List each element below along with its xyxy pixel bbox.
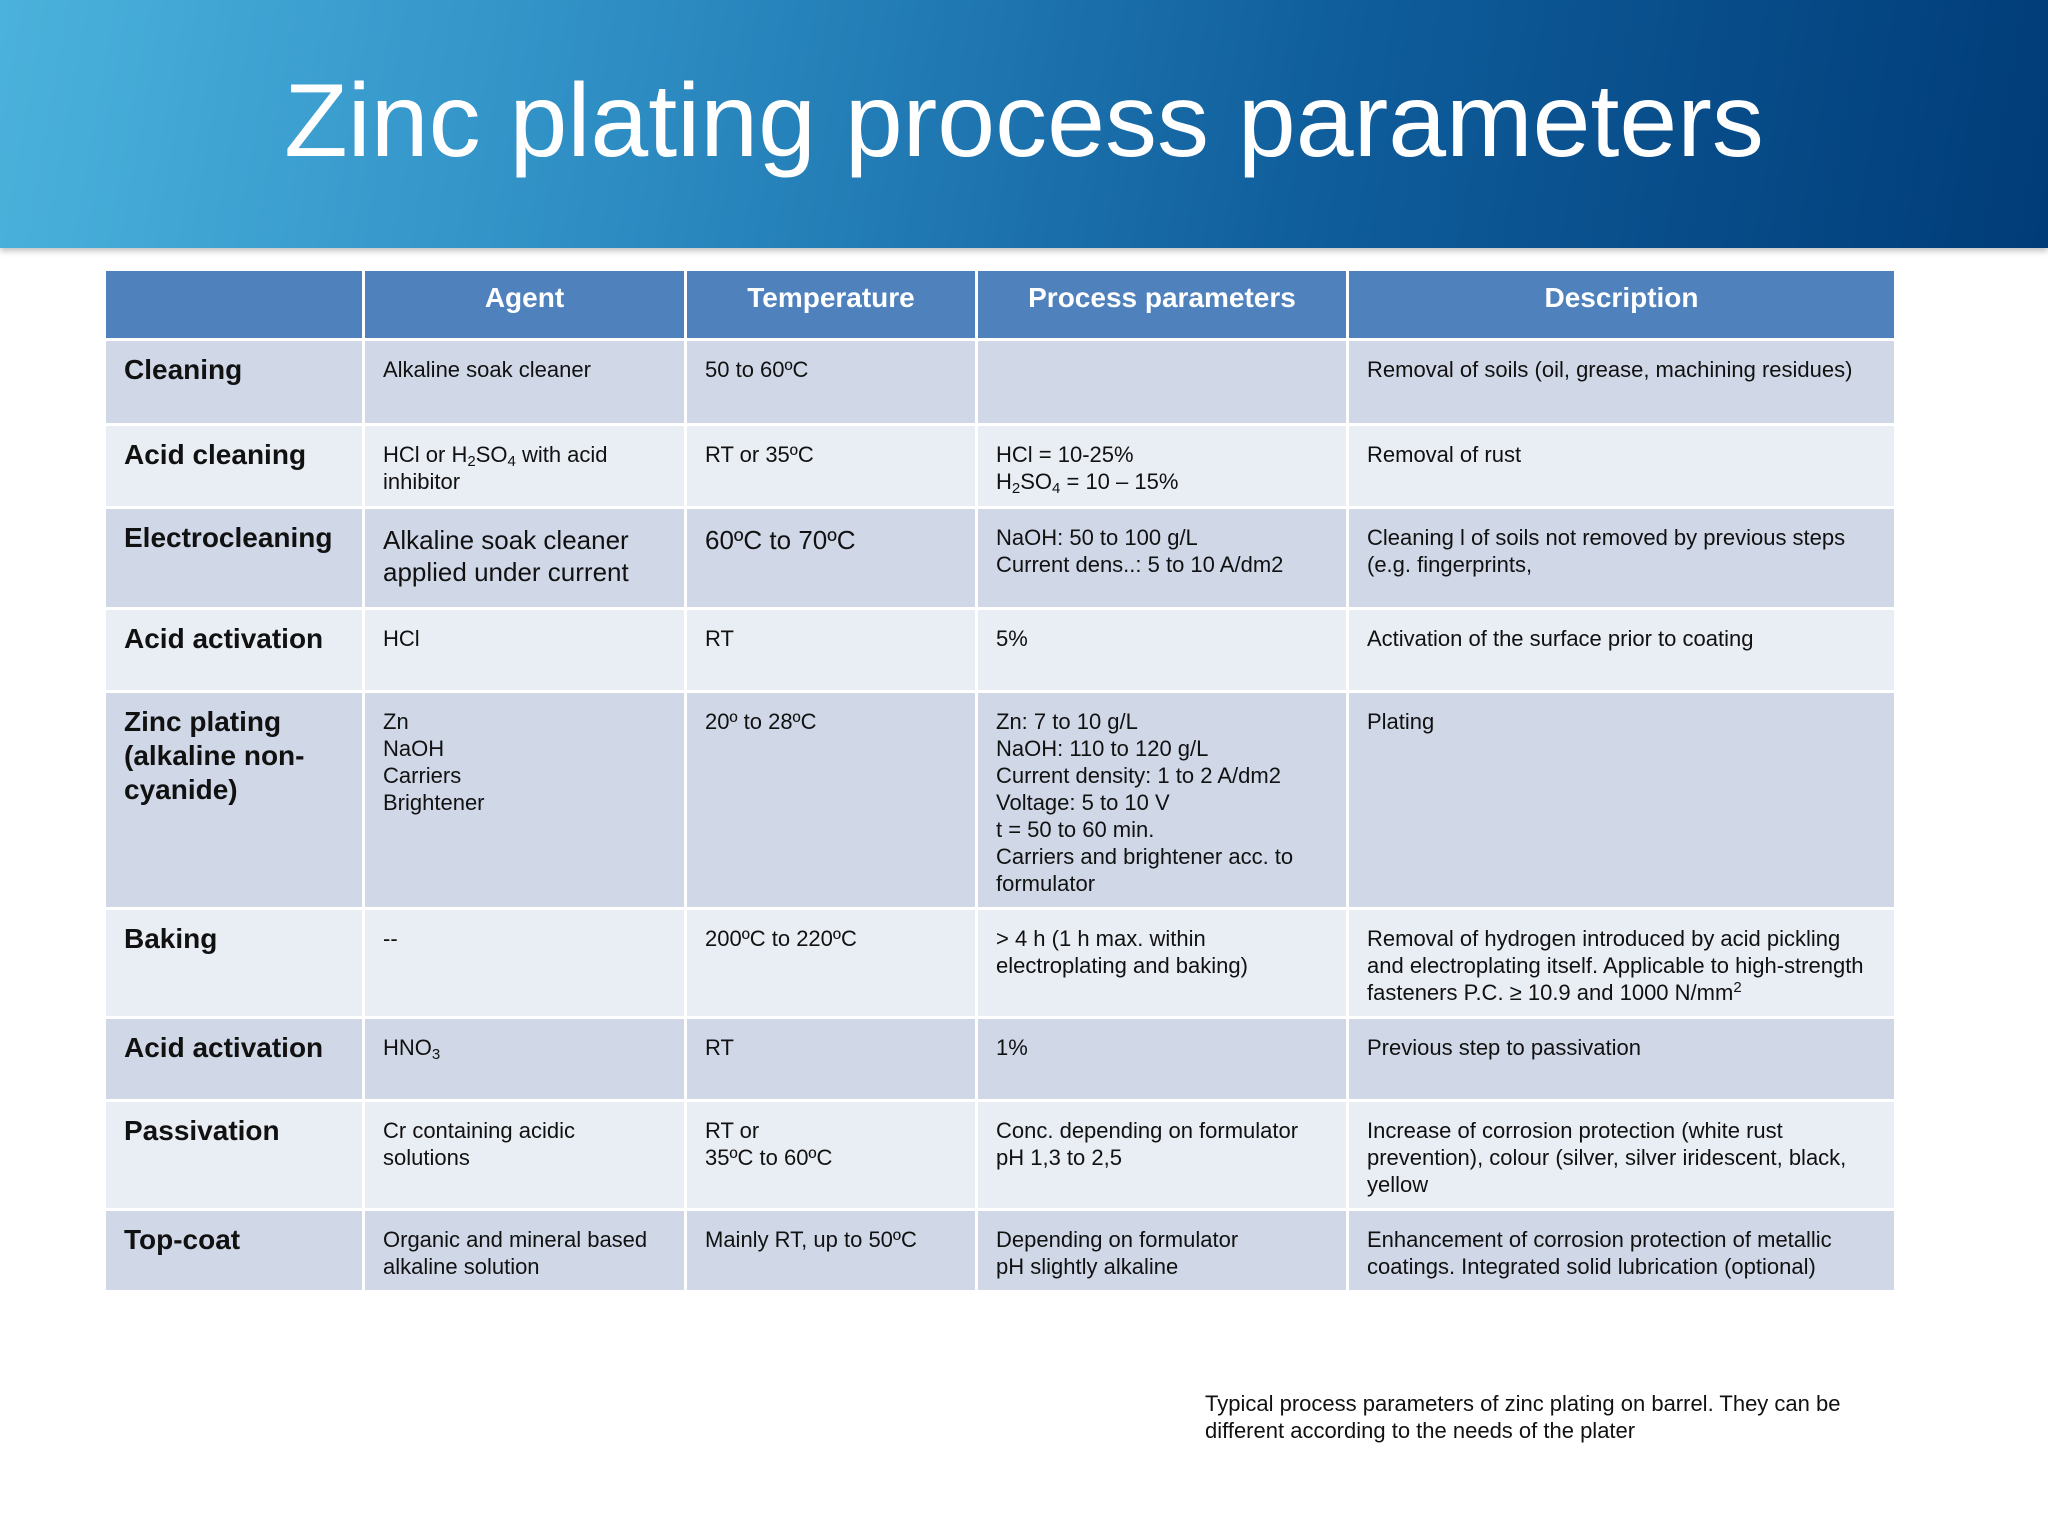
- subscript: 3: [431, 1046, 441, 1063]
- param-line: Voltage: 5 to 10 V: [996, 790, 1170, 815]
- table-header-row: [105, 270, 1896, 340]
- row-stage: Zinc plating (alkaline non-cyanide): [105, 692, 364, 909]
- row-description: Removal of soils (oil, grease, machining residues): [1348, 340, 1896, 425]
- param-line: Depending on formulator: [996, 1227, 1239, 1252]
- table-row: [105, 909, 1896, 1018]
- agent-text: HNO: [383, 1035, 432, 1060]
- subscript: 2: [1011, 480, 1021, 497]
- temperature-line: RT or: [705, 1118, 760, 1143]
- param-line: Current dens..: 5 to 10 A/dm2: [996, 552, 1284, 577]
- row-process-parameters: [977, 340, 1348, 425]
- superscript: 2: [1733, 979, 1742, 996]
- header-process-parameters: Process parameters: [977, 270, 1348, 340]
- row-agent: [364, 425, 686, 508]
- param-text: SO: [1020, 469, 1053, 494]
- agent-text: with acid inhibitor: [383, 442, 608, 494]
- row-agent: --: [364, 909, 686, 1018]
- agent-text: SO: [475, 442, 508, 467]
- param-line: Current density: 1 to 2 A/dm2: [996, 763, 1281, 788]
- description-text: Removal of hydrogen introduced by acid pickling and electroplating itself. Applicable to high-strength fasteners P.C. ≥ 10.9 and 1000 N/mm: [1367, 926, 1864, 1005]
- row-temperature: RT or 35ºC: [686, 425, 977, 508]
- param-line: pH 1,3 to 2,5: [996, 1145, 1122, 1170]
- row-process-parameters: [977, 508, 1348, 609]
- param-text: H: [996, 469, 1012, 494]
- table-row: [105, 692, 1896, 909]
- row-stage: Cleaning: [105, 340, 364, 425]
- row-process-parameters: [977, 692, 1348, 909]
- param-line: NaOH: 50 to 100 g/L: [996, 525, 1198, 550]
- subscript: 4: [1052, 480, 1061, 497]
- row-stage: Electrocleaning: [105, 508, 364, 609]
- table-row: [105, 1101, 1896, 1210]
- header-description: Description: [1348, 270, 1896, 340]
- row-agent: [364, 1018, 686, 1101]
- process-parameters-table: [103, 268, 1897, 1293]
- table-row: [105, 508, 1896, 609]
- row-stage: Top-coat: [105, 1210, 364, 1292]
- row-stage: Acid cleaning: [105, 425, 364, 508]
- row-description: Plating: [1348, 692, 1896, 909]
- table-row: [105, 1018, 1896, 1101]
- agent-text: HCl or H: [383, 442, 468, 467]
- table-row: [105, 1210, 1896, 1292]
- agent-line: Brightener: [383, 790, 485, 815]
- row-agent: HCl: [364, 609, 686, 692]
- row-agent: Cr containing acidic solutions: [364, 1101, 686, 1210]
- row-description: Cleaning l of soils not removed by previous steps (e.g. fingerprints,: [1348, 508, 1896, 609]
- footnote: Typical process parameters of zinc plating on barrel. They can be different according to the needs of the plater: [1205, 1391, 1841, 1443]
- row-temperature: RT: [686, 1018, 977, 1101]
- param-line: Zn: 7 to 10 g/L: [996, 709, 1138, 734]
- slide-title: Zinc plating process parameters: [284, 63, 1764, 179]
- param-line: NaOH: 110 to 120 g/L: [996, 736, 1209, 761]
- row-temperature: 200ºC to 220ºC: [686, 909, 977, 1018]
- param-line: HCl = 10-25%: [996, 442, 1134, 467]
- row-description: [1348, 909, 1896, 1018]
- param-line: t = 50 to 60 min.: [996, 817, 1155, 842]
- row-process-parameters: 1%: [977, 1018, 1348, 1101]
- row-stage: Acid activation: [105, 609, 364, 692]
- param-line: pH slightly alkaline: [996, 1254, 1179, 1279]
- row-stage: Passivation: [105, 1101, 364, 1210]
- row-process-parameters: [977, 1210, 1348, 1292]
- row-process-parameters: [977, 425, 1348, 508]
- row-stage: Baking: [105, 909, 364, 1018]
- header-agent: Agent: [364, 270, 686, 340]
- param-line: Conc. depending on formulator: [996, 1118, 1299, 1143]
- row-description: Activation of the surface prior to coating: [1348, 609, 1896, 692]
- row-temperature: 60ºC to 70ºC: [686, 508, 977, 609]
- table-row: [105, 425, 1896, 508]
- row-agent: Alkaline soak cleaner: [364, 340, 686, 425]
- param-text: = 10 – 15%: [1060, 469, 1179, 494]
- row-temperature: 50 to 60ºC: [686, 340, 977, 425]
- temperature-line: 35ºC to 60ºC: [705, 1145, 833, 1170]
- agent-line: NaOH: [383, 736, 445, 761]
- row-description: Removal of rust: [1348, 425, 1896, 508]
- row-agent: Alkaline soak cleaner applied under current: [364, 508, 686, 609]
- header-temperature: Temperature: [686, 270, 977, 340]
- table-row: [105, 609, 1896, 692]
- row-description: Increase of corrosion protection (white rust prevention), colour (silver, silver iridescent, black, yellow: [1348, 1101, 1896, 1210]
- row-description: Previous step to passivation: [1348, 1018, 1896, 1101]
- agent-line: Carriers: [383, 763, 462, 788]
- subscript: 2: [467, 453, 476, 470]
- row-stage: Acid activation: [105, 1018, 364, 1101]
- row-process-parameters: > 4 h (1 h max. within electroplating and baking): [977, 909, 1348, 1018]
- row-temperature: [686, 1101, 977, 1210]
- row-temperature: RT: [686, 609, 977, 692]
- row-agent: Organic and mineral based alkaline solution: [364, 1210, 686, 1292]
- row-temperature: Mainly RT, up to 50ºC: [686, 1210, 977, 1292]
- header-stage: [105, 270, 364, 340]
- row-description: Enhancement of corrosion protection of metallic coatings. Integrated solid lubrication (optional): [1348, 1210, 1896, 1292]
- row-agent: [364, 692, 686, 909]
- param-line: Carriers and brightener acc. to formulator: [996, 844, 1300, 896]
- row-process-parameters: [977, 1101, 1348, 1210]
- subscript: 4: [507, 453, 516, 470]
- row-process-parameters: 5%: [977, 609, 1348, 692]
- row-temperature: 20º to 28ºC: [686, 692, 977, 909]
- table-row: [105, 340, 1896, 425]
- agent-line: Zn: [383, 709, 409, 734]
